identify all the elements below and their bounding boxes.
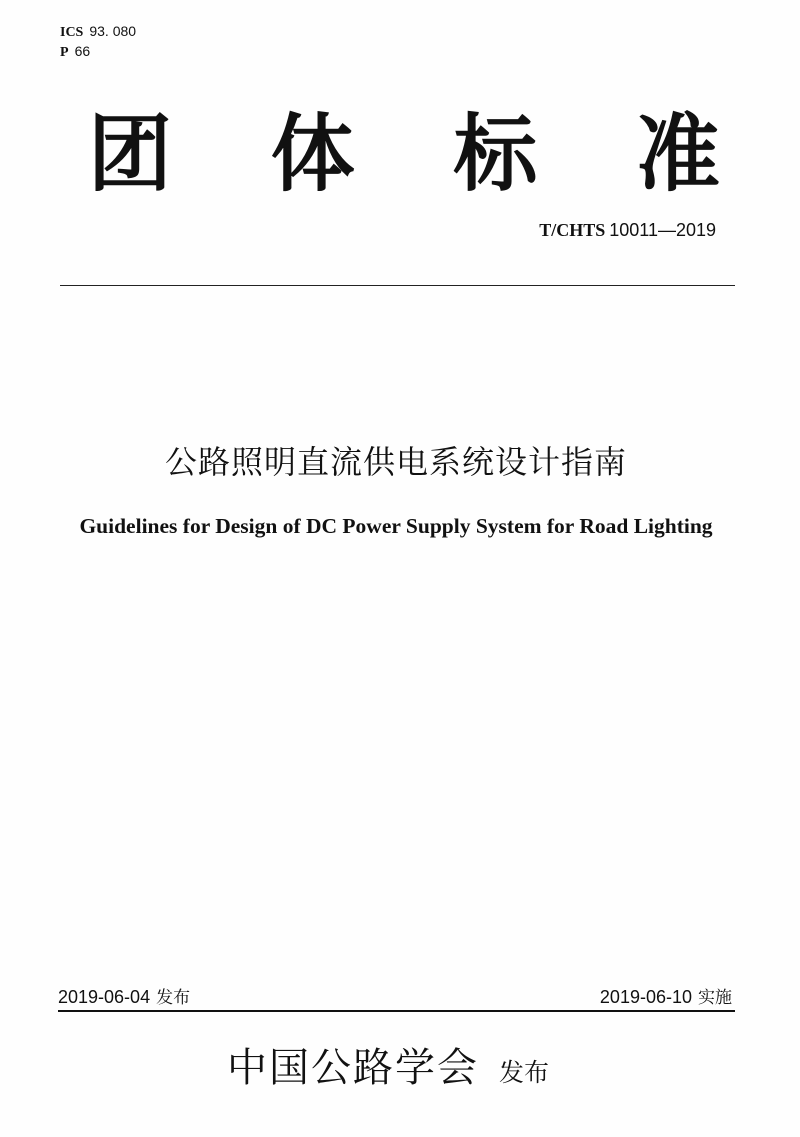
top-divider bbox=[60, 285, 735, 286]
standard-type-char-4: 准 bbox=[635, 105, 720, 203]
standard-type-char-1: 团 bbox=[88, 105, 173, 203]
standard-type-heading bbox=[88, 105, 720, 203]
publisher bbox=[227, 1040, 549, 1101]
implementation-date bbox=[600, 986, 732, 1009]
implementation-date-word: 实施 bbox=[698, 988, 732, 1008]
publisher-action: 发布 bbox=[499, 1058, 550, 1087]
standard-number-value: 10011—2019 bbox=[609, 220, 716, 240]
ics-code bbox=[60, 23, 136, 41]
bottom-divider bbox=[58, 1010, 735, 1012]
issue-date-word: 发布 bbox=[156, 988, 191, 1008]
standard-number bbox=[539, 219, 716, 242]
standard-type-char-2: 体 bbox=[270, 105, 355, 203]
classification-label: P bbox=[60, 45, 69, 60]
classification-code bbox=[60, 43, 90, 61]
issue-date bbox=[58, 986, 190, 1009]
ics-label: ICS bbox=[60, 25, 84, 40]
standard-type-char-3: 标 bbox=[453, 105, 538, 203]
implementation-date-value: 2019-06-10 bbox=[599, 987, 692, 1007]
title-chinese: 公路照明直流供电系统设计指南 bbox=[164, 443, 627, 481]
title-english: Guidelines for Design of DC Power Supply System for Road Lighting bbox=[79, 514, 713, 538]
ics-value: 93. 080 bbox=[89, 23, 137, 39]
issue-date-value: 2019-06-04 bbox=[58, 987, 151, 1007]
standard-number-prefix: T/CHTS bbox=[539, 220, 606, 240]
classification-value: 66 bbox=[74, 43, 91, 59]
publisher-org: 中国公路学会 bbox=[227, 1045, 479, 1091]
